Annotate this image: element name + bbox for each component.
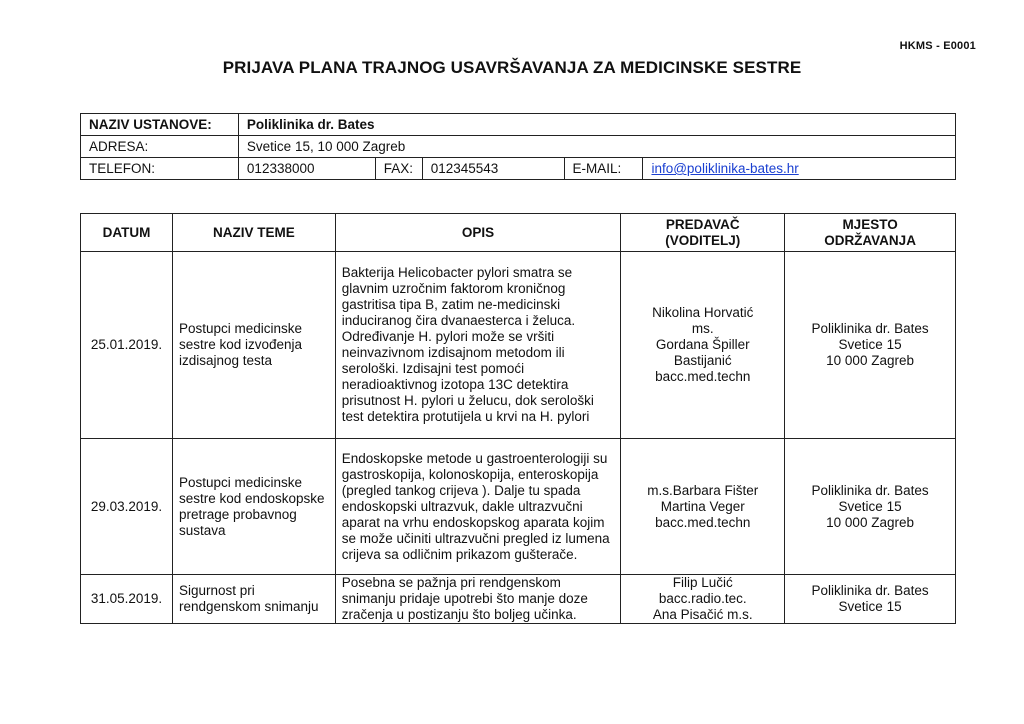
training-plan-table: [80, 213, 956, 624]
date-cell: 25.01.2019.: [81, 252, 173, 439]
col-mjesto-header: MJESTO ODRŽAVANJA: [785, 214, 956, 252]
col-predavac-header: PREDAVAČ (VODITELJ): [621, 214, 785, 252]
institution-name-row: [81, 114, 956, 136]
email-label: E-MAIL:: [564, 158, 643, 180]
fax-label: FAX:: [375, 158, 422, 180]
institution-contact-row: [81, 158, 956, 180]
date-cell: 29.03.2019.: [81, 439, 173, 575]
topic-cell: Sigurnost pri rendgenskom snimanju: [172, 575, 335, 624]
col-opis-header: OPIS: [335, 214, 621, 252]
address-value: Svetice 15, 10 000 Zagreb: [238, 136, 955, 158]
institution-info-table: [80, 113, 956, 180]
topic-cell: Postupci medicinske sestre kod izvođenja izdisajnog testa: [172, 252, 335, 439]
email-cell: [643, 158, 956, 180]
lecturer-cell: Filip Lučić bacc.radio.tec. Ana Pisačić m.s.: [621, 575, 785, 624]
email-link[interactable]: info@poliklinika-bates.hr: [651, 161, 799, 176]
table-row: [81, 575, 956, 624]
location-cell: Poliklinika dr. Bates Svetice 15: [785, 575, 956, 624]
col-naziv-teme-header: NAZIV TEME: [172, 214, 335, 252]
table-row: [81, 439, 956, 575]
institution-name-value: Poliklinika dr. Bates: [238, 114, 955, 136]
location-cell: Poliklinika dr. Bates Svetice 15 10 000 Zagreb: [785, 252, 956, 439]
topic-cell: Postupci medicinske sestre kod endoskopske pretrage probavnog sustava: [172, 439, 335, 575]
description-cell: Bakterija Helicobacter pylori smatra se glavnim uzročnim faktorom kroničnog gastritisa tipa B, zatim ne-medicinski induciranog čira dvanaesterca i želuca. Određivanje H. pylori može se vršiti neinvazivnom izdisajnom metodom ili serološki. Izdisajni test pomoći neradioaktivnog izotopa 13C detektira prisutnost H. pylori u želucu, dok serološki test detektira protutijela u krvi na H. pylori: [335, 252, 621, 439]
fax-value: 012345543: [422, 158, 564, 180]
table-row: [81, 252, 956, 439]
plan-header-row: [81, 214, 956, 252]
lecturer-cell: m.s.Barbara Fišter Martina Veger bacc.med.techn: [621, 439, 785, 575]
date-cell: 31.05.2019.: [81, 575, 173, 624]
location-cell: Poliklinika dr. Bates Svetice 15 10 000 Zagreb: [785, 439, 956, 575]
institution-name-label: NAZIV USTANOVE:: [81, 114, 239, 136]
phone-label: TELEFON:: [81, 158, 239, 180]
description-cell: Endoskopske metode u gastroenterologiji su gastroskopija, kolonoskopija, enteroskopija (pregled tankog crijeva ). Dalje tu spada endoskopski ultrazvuk, dakle ultrazvučni aparat na vrhu endoskopskog aparata kojim se može učiniti ultrazvučni pregled iz lumena crijeva sa odličnim prikazom gušterače.: [335, 439, 621, 575]
address-label: ADRESA:: [81, 136, 239, 158]
form-code: HKMS - E0001: [899, 40, 976, 52]
institution-address-row: [81, 136, 956, 158]
phone-value: 012338000: [238, 158, 375, 180]
description-cell: Posebna se pažnja pri rendgenskom snimanju pridaje upotrebi što manje doze zračenja u postizanju što boljeg učinka.: [335, 575, 621, 624]
page-title: PRIJAVA PLANA TRAJNOG USAVRŠAVANJA ZA MEDICINSKE SESTRE: [222, 58, 802, 77]
col-datum-header: DATUM: [81, 214, 173, 252]
lecturer-cell: Nikolina Horvatić ms. Gordana Špiller Bastijanić bacc.med.techn: [621, 252, 785, 439]
